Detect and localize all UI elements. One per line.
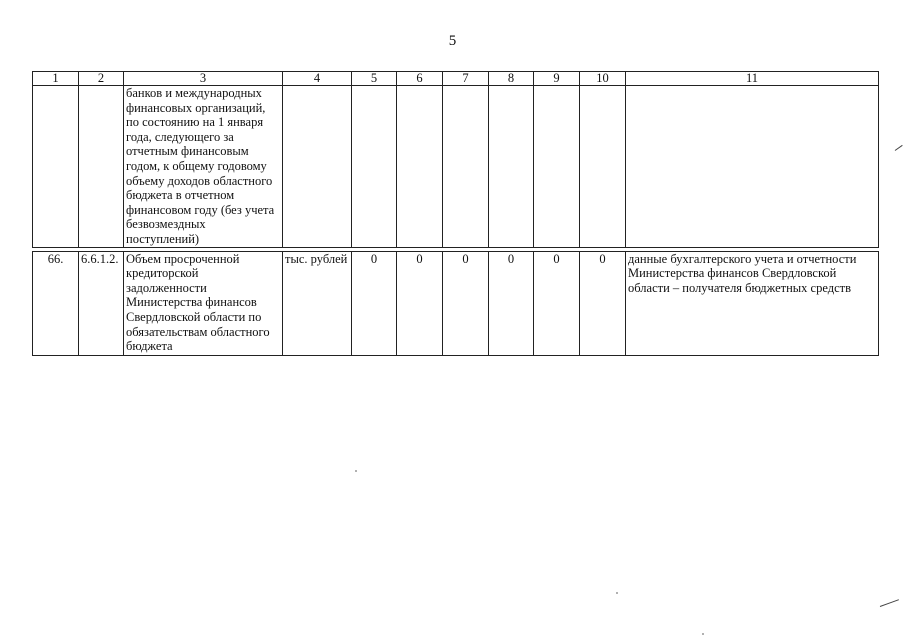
value-cell [352,86,397,248]
table-row [33,251,879,355]
value-cell [489,86,534,248]
column-header: 1 [33,72,79,86]
table-header-row [33,72,879,86]
indicator-name-cell: банков и международных финансовых организаций, по состоянию на 1 января года, следующего за отчетным финансовым годом, к общему годовому объему доходов областного бюджета в отчетном финансовом году (без учета безвозмездных поступлений) [124,86,283,248]
scan-speck [355,470,357,472]
column-header: 4 [283,72,352,86]
value-cell: 0 [443,251,489,355]
column-header: 9 [534,72,580,86]
table-row [33,86,879,248]
scan-mark [895,145,903,151]
value-cell [580,86,626,248]
value-cell [397,86,443,248]
value-cell: 0 [489,251,534,355]
indicators-table [32,71,879,356]
source-cell [626,86,879,248]
column-header: 5 [352,72,397,86]
column-header: 2 [79,72,124,86]
value-cell: 0 [397,251,443,355]
value-cell: 0 [352,251,397,355]
page-number: 5 [448,33,457,49]
scan-mark [880,599,899,607]
column-header: 3 [124,72,283,86]
scan-speck [702,633,704,635]
value-cell: 0 [534,251,580,355]
column-header: 11 [626,72,879,86]
column-header: 10 [580,72,626,86]
column-header: 6 [397,72,443,86]
indicator-name-cell: Объем просроченной кредиторской задолженности Министерства финансов Свердловской области по обязательствам областного бюджета [124,251,283,355]
row-number-cell: 66. [33,251,79,355]
scan-speck [616,592,618,594]
row-number-cell [33,86,79,248]
column-header: 7 [443,72,489,86]
value-cell: 0 [580,251,626,355]
value-cell [443,86,489,248]
column-header: 8 [489,72,534,86]
source-cell: данные бухгалтерского учета и отчетности Министерства финансов Свердловской области – получателя бюджетных средств [626,251,879,355]
code-cell: 6.6.1.2. [79,251,124,355]
value-cell [534,86,580,248]
code-cell [79,86,124,248]
unit-cell [283,86,352,248]
unit-cell: тыс. рублей [283,251,352,355]
